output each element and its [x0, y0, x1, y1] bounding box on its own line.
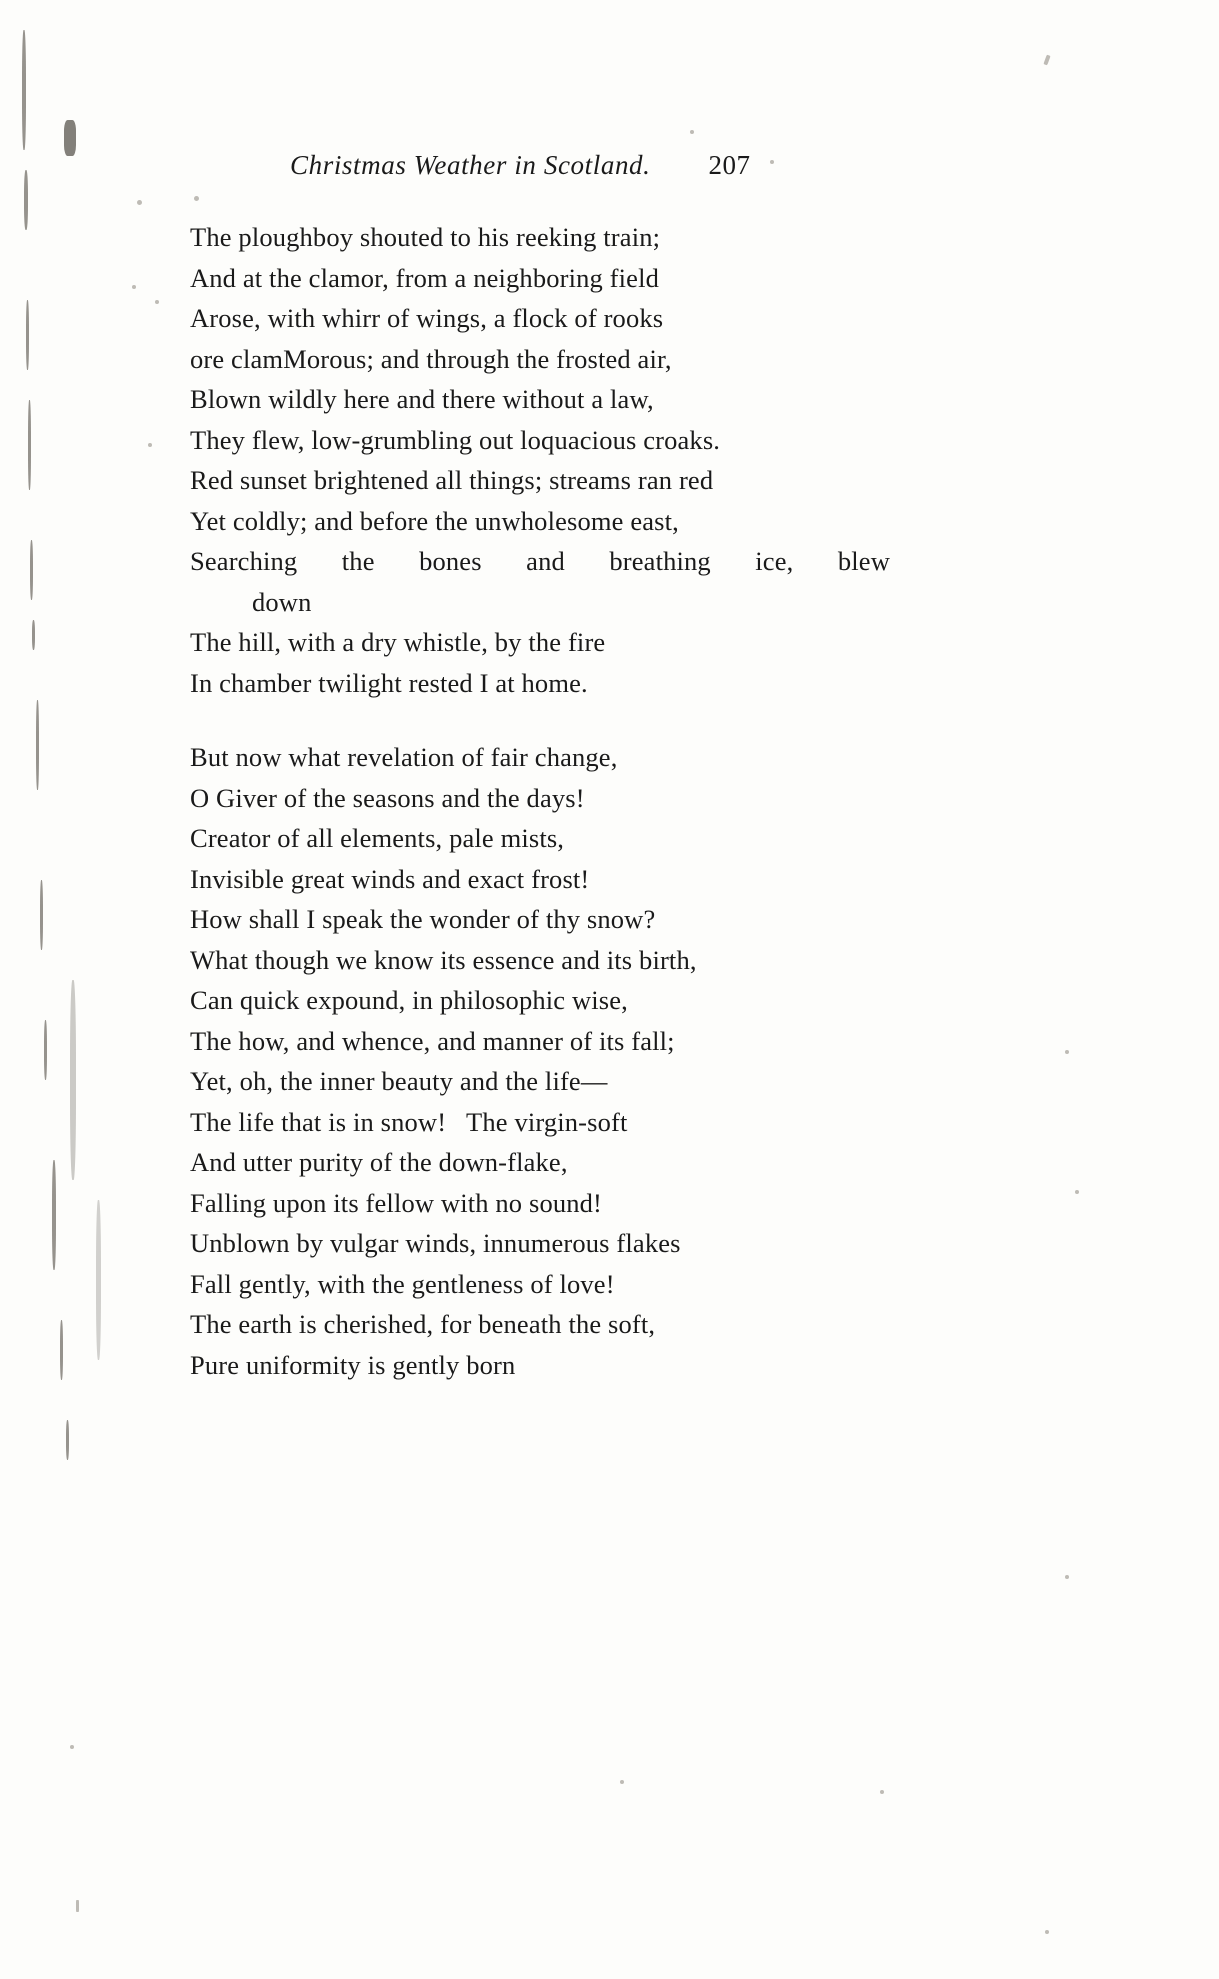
poem-line: Falling upon its fellow with no sound! [190, 1187, 603, 1218]
scan-speck [132, 285, 136, 289]
scan-speck [1045, 1930, 1049, 1934]
poem-line: Arose, with whirr of wings, a flock of rooks [190, 303, 664, 333]
scan-speck [1075, 1190, 1079, 1194]
page-content [190, 150, 1070, 1419]
scan-speck [620, 1780, 624, 1784]
scan-speck [690, 130, 694, 134]
poem-line: The life that is in snow! The virgin-soft [190, 1106, 628, 1137]
scan-speck [137, 200, 142, 205]
page-title: Christmas Weather in Scotland. [290, 150, 651, 180]
scan-speck [148, 443, 152, 447]
poem-line: Can quick expound, in philosophic wise, [190, 985, 628, 1015]
poem-line: Unblown by vulgar winds, innumerous flakes [190, 1228, 681, 1258]
poem-line: The hill, with a dry whistle, by the fire [190, 627, 606, 657]
scan-speck [1065, 1575, 1069, 1579]
poem-line: The earth is cherished, for beneath the soft, [190, 1309, 656, 1339]
scan-speck [76, 1900, 79, 1912]
poem-line: The ploughboy shouted to his reeking train; [190, 222, 661, 252]
poem-line: Creator of all elements, pale mists, [190, 823, 565, 853]
scan-speck [155, 300, 159, 304]
poem-line: How shall I speak the wonder of thy snow? [190, 904, 656, 934]
poem-line: Blown wildly here and there without a law, [190, 384, 654, 414]
poem-line: Fall gently, with the gentleness of love! [190, 1268, 615, 1299]
poem-line: ore clamMorous; and through the frosted air, [190, 343, 672, 374]
poem-line: In chamber twilight rested I at home. [190, 667, 588, 698]
page-number: 207 [708, 150, 751, 180]
poem-line: down [252, 586, 312, 617]
poem-line: What though we know its essence and its birth, [190, 944, 697, 975]
poem-line: They flew, low-grumbling out loquacious croaks. [190, 424, 721, 455]
poem-line: Searching the bones and breathing ice, blew [190, 546, 890, 576]
poem-line: And utter purity of the down-flake, [190, 1147, 568, 1177]
poem-stanza [190, 737, 1070, 1385]
poem-stanza [190, 217, 1070, 703]
poem-line: Invisible great winds and exact frost! [190, 863, 590, 894]
scan-speck [1043, 55, 1050, 66]
running-header [290, 150, 1070, 181]
poem-line: O Giver of the seasons and the days! [190, 782, 585, 813]
poem-line: The how, and whence, and manner of its fall; [190, 1025, 675, 1056]
poem-line: Pure uniformity is gently born [190, 1349, 516, 1380]
poem-line: Yet coldly; and before the unwholesome east, [190, 505, 679, 536]
poem-line: And at the clamor, from a neighboring field [190, 262, 659, 293]
poem-line: Yet, oh, the inner beauty and the life— [190, 1066, 608, 1096]
poem-line: Red sunset brightened all things; streams ran red [190, 465, 714, 495]
scan-speck [880, 1790, 884, 1794]
poem-line: But now what revelation of fair change, [190, 742, 618, 772]
scan-speck [70, 1745, 74, 1749]
binding-gutter-artifacts [0, 0, 120, 1979]
